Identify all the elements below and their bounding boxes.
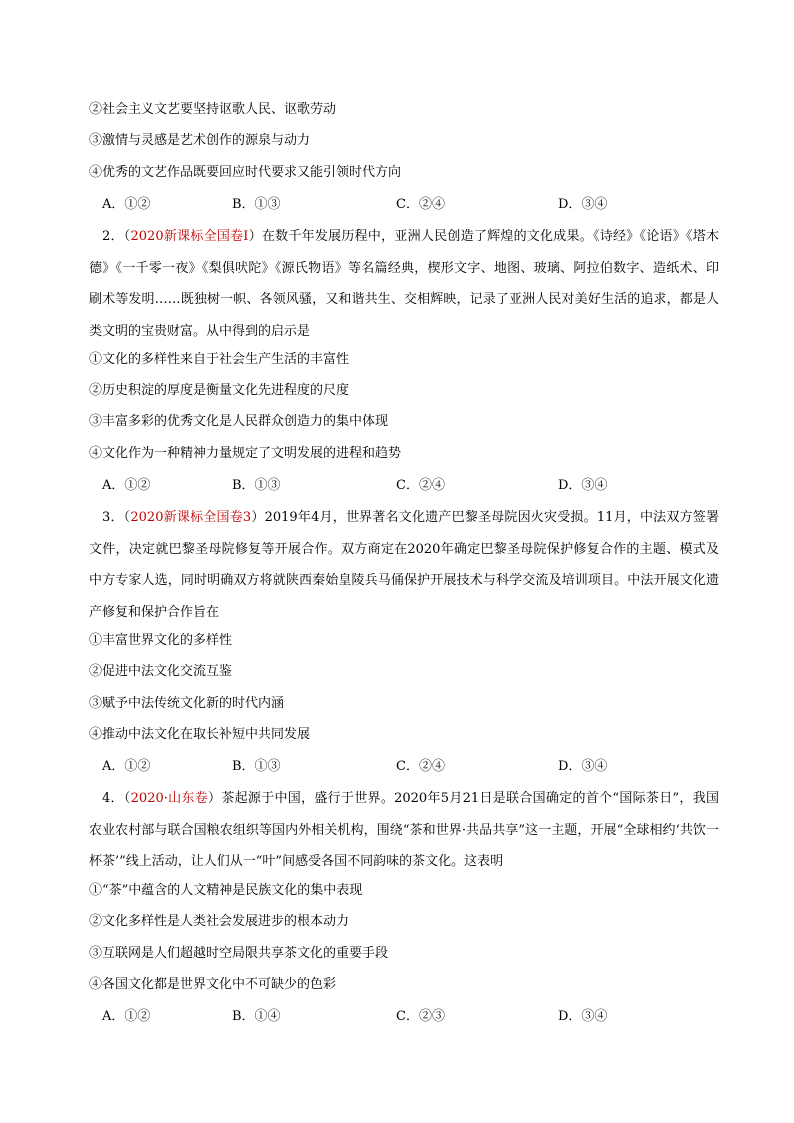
question-4-stem	[89, 783, 719, 878]
question-2-stem	[89, 221, 719, 347]
statement: ④优秀的文艺作品既要回应时代要求又能引领时代方向	[89, 165, 402, 180]
question-3-stem	[89, 502, 719, 628]
option-d: D．③④	[558, 1009, 608, 1024]
statement: ①“茶”中蕴含的人文精神是民族文化的集中表现	[89, 883, 363, 898]
statement: ①丰富世界文化的多样性	[89, 633, 233, 648]
statement: ③互联网是人们超越时空局限共享茶文化的重要手段	[89, 946, 389, 961]
option-c: C．②④	[396, 478, 445, 493]
question-number: 3．（	[102, 510, 131, 525]
statement: ④文化作为一种精神力量规定了文明发展的进程和趋势	[89, 446, 402, 461]
statement: ③激情与灵感是艺术创作的源泉与动力	[89, 133, 311, 148]
option-b: B．①③	[232, 759, 281, 774]
question-text: ）在数千年发展历程中，亚洲人民创造了辉煌的文化成果。《诗经》《论语》《塔木德》《一千零一夜》《梨俱吠陀》《源氏物语》等名篇经典，楔形文字、地图、玻璃、阿拉伯数字、造纸术、印刷术等发明……既独树一帜、各领风骚，又和谐共生、交相辉映，记录了亚洲人民对美好生活的追求，都是人类文明的宝贵财富。从中得到的启示是	[89, 229, 719, 339]
option-a: A．①②	[102, 197, 151, 212]
option-c: C．②③	[396, 1009, 445, 1024]
statement: ②社会主义文艺要坚持讴歌人民、讴歌劳动	[89, 102, 337, 117]
option-b: B．①③	[232, 478, 281, 493]
option-d: D．③④	[558, 759, 608, 774]
option-c: C．②④	[396, 759, 445, 774]
option-d: D．③④	[558, 197, 608, 212]
statement: ②历史积淀的厚度是衡量文化先进程度的尺度	[89, 383, 350, 398]
option-b: B．①④	[232, 1009, 281, 1024]
option-a: A．①②	[102, 478, 151, 493]
question-source: 2020新课标全国卷Ⅰ	[130, 229, 249, 244]
statement: ④各国文化都是世界文化中不可缺少的色彩	[89, 977, 337, 992]
option-b: B．①③	[232, 197, 281, 212]
option-d: D．③④	[558, 478, 608, 493]
statement: ③丰富多彩的优秀文化是人民群众创造力的集中体现	[89, 414, 389, 429]
option-c: C．②④	[396, 197, 445, 212]
option-a: A．①②	[102, 759, 151, 774]
question-number: 4．（	[102, 791, 131, 806]
statement: ②促进中法文化交流互鉴	[89, 664, 233, 679]
question-number: 2．（	[102, 229, 131, 244]
statement: ①文化的多样性来自于社会生产生活的丰富性	[89, 352, 350, 367]
question-text: ）2019年4月，世界著名文化遗产巴黎圣母院因火灾受损。11月，中法双方签署文件，决定就巴黎圣母院修复等开展合作。双方商定在2020年确定巴黎圣母院保护修复合作的主题、模式及中方专家人选，同时明确双方将就陕西秦始皇陵兵马俑保护开展技术与科学交流及培训项目。中法开展文化遗产修复和保护合作旨在	[89, 510, 719, 620]
question-source: 2020·山东卷	[130, 791, 209, 806]
question-text: ）茶起源于中国，盛行于世界。2020年5月21日是联合国确定的首个“国际茶日”，我国农业农村部与联合国粮农组织等国内外相关机构，围绕“茶和世界·共品共享”这一主题，开展“全球相约‘共饮一杯茶’”线上活动，让人们从一“叶”间感受各国不同韵味的茶文化。这表明	[89, 791, 719, 870]
statement: ③赋予中法传统文化新的时代内涵	[89, 696, 285, 711]
question-source: 2020新课标全国卷3	[130, 510, 252, 525]
statement: ④推动中法文化在取长补短中共同发展	[89, 727, 311, 742]
option-a: A．①②	[102, 1009, 151, 1024]
statement: ②文化多样性是人类社会发展进步的根本动力	[89, 914, 350, 929]
